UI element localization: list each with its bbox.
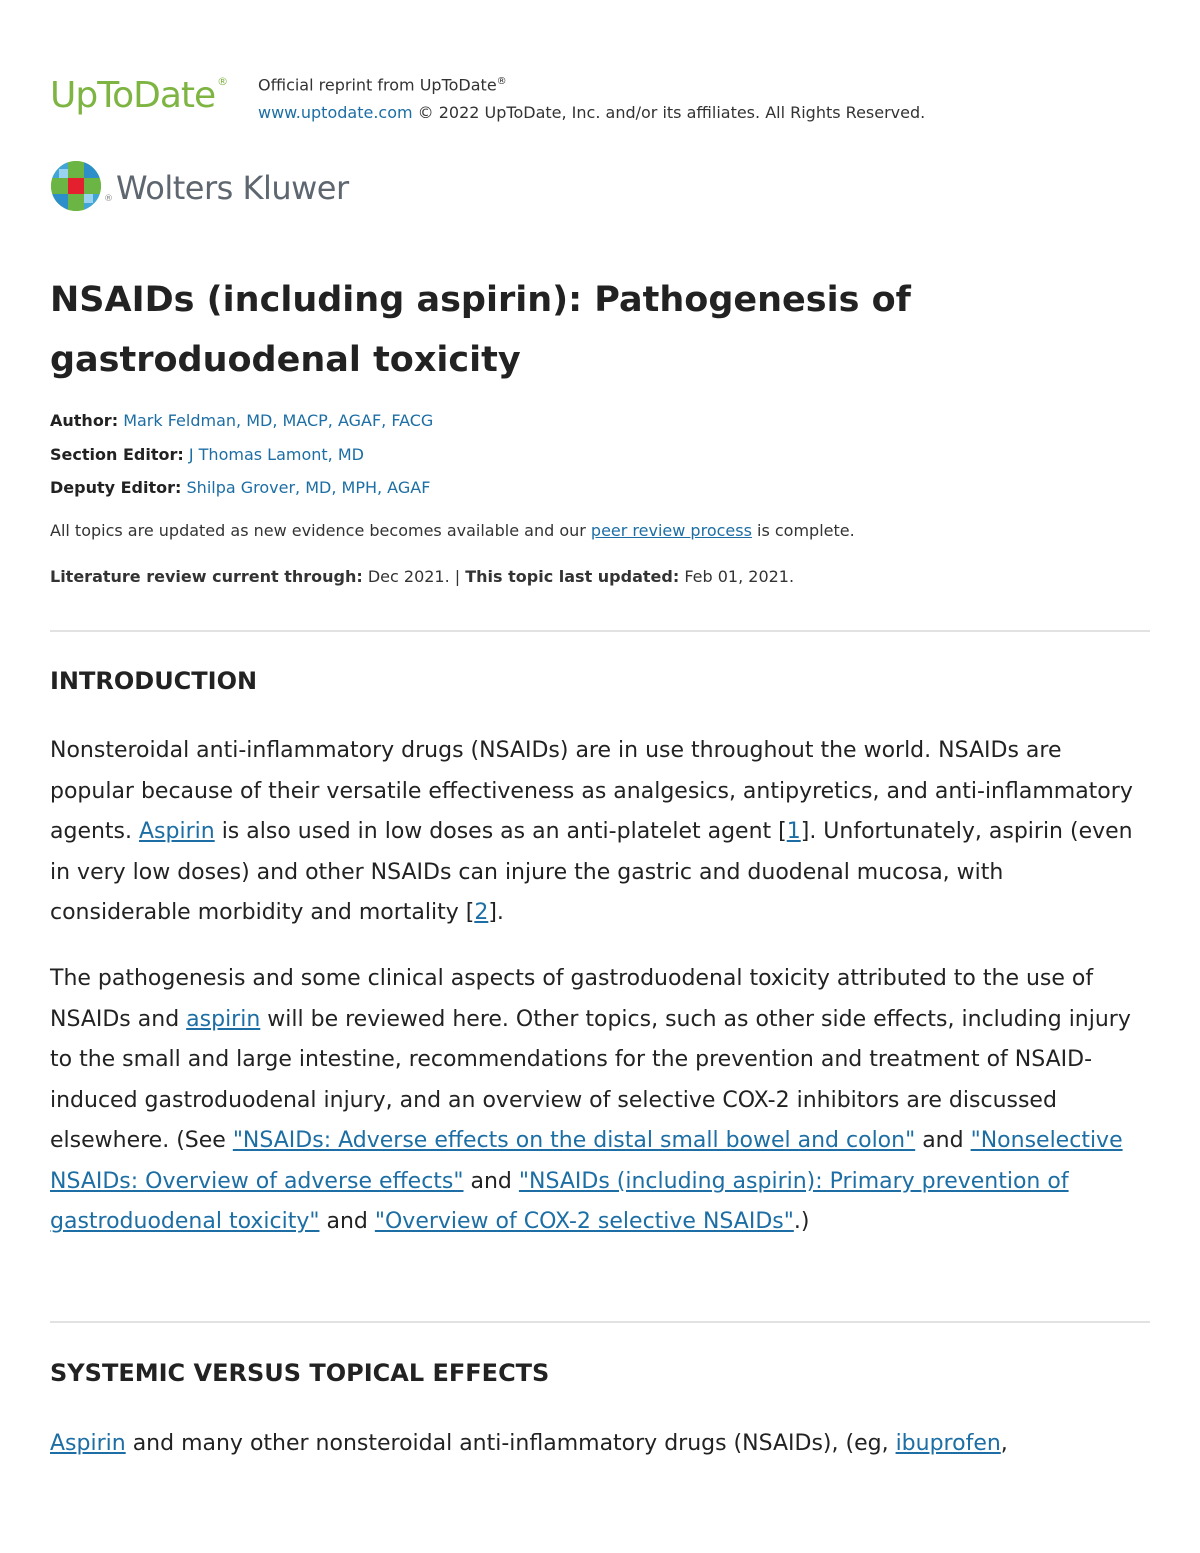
author-block: Author: Mark Feldman, MD, MACP, AGAF, FACG Section Editor: J Thomas Lamont, MD Deputy Editor: Shilpa Grover, MD, MPH, AGAF [50,411,434,497]
uptodate-logo: UpToDate ® [50,75,228,116]
update-note: All topics are updated as new evidence becomes available and our peer review process is complete. [50,521,855,540]
reference-link-2[interactable]: 2 [474,900,489,925]
section-editor-link[interactable]: J Thomas Lamont, MD [188,444,364,464]
topic-link-cox2-overview[interactable]: "Overview of COX-2 selective NSAIDs" [374,1209,794,1234]
section-heading-systemic-vs-topical: SYSTEMIC VERSUS TOPICAL EFFECTS [50,1359,550,1387]
topic-link-nonselective-nsaids[interactable]: "Nonselective NSAIDs: Overview of adverse effects" [50,1128,1123,1194]
literature-review-dates: Literature review current through: Dec 2021. | This topic last updated: Feb 01, 2021. [50,567,795,586]
copyright-text: © 2022 UpToDate, Inc. and/or its affiliates. All Rights Reserved. [412,103,926,123]
uptodate-url-link[interactable]: www.uptodate.com [258,103,413,123]
ibuprofen-link[interactable]: ibuprofen [895,1431,1001,1456]
author-link[interactable]: Mark Feldman, MD, MACP, AGAF, FACG [123,411,434,430]
reference-link-1[interactable]: 1 [786,819,801,844]
topic-link-distal-small-bowel[interactable]: "NSAIDs: Adverse effects on the distal small bowel and colon" [232,1128,916,1153]
wolters-kluwer-wordmark: Wolters Kluwer [116,169,349,207]
topic-link-primary-prevention[interactable]: "NSAIDs (including aspirin): Primary prevention of gastroduodenal toxicity" [50,1168,1069,1234]
divider [50,1321,1150,1323]
systemic-paragraph-1: Aspirin and many other nonsteroidal anti-inflammatory drugs (NSAIDs), (eg, ibuprofen, [50,1431,1008,1456]
deputy-editor-link[interactable]: Shilpa Grover, MD, MPH, AGAF [186,478,431,497]
section-heading-introduction: INTRODUCTION [50,667,258,695]
intro-paragraph-1: Nonsteroidal anti-inflammatory drugs (NSAIDs) are in use throughout the world. NSAIDs are popular because of their versatile effectiveness as analgesics, antipyretics, and anti-inflammatory agents. Aspirin is also used in low doses as an anti-platelet agent [1]. Unfortunately, aspirin (even in very low doses) and other NSAIDs can injure the gastric and duodenal mucosa, with considerable morbidity and mortality [2]. [50,738,1133,925]
wolters-kluwer-globe-icon [50,160,102,212]
page-title: NSAIDs (including aspirin): Pathogenesis of gastroduodenal toxicity [50,280,911,380]
reprint-notice: Official reprint from UpToDate® www.uptodate.com © 2022 UpToDate, Inc. and/or its affiliates. All Rights Reserved. [258,75,926,123]
divider [50,630,1150,632]
reprint-line: Official reprint from UpToDate [258,75,497,95]
intro-paragraph-2: The pathogenesis and some clinical aspects of gastroduodenal toxicity attributed to the use of NSAIDs and aspirin will be reviewed here. Other topics, such as other side effects, including injury to the small and large intestine, recommendations for the prevention and treatment of NSAID-induced gastroduodenal injury, and an overview of selective COX-2 inhibitors are discussed elsewhere. (See "NSAIDs: Adverse effects on the distal small bowel and colon" and "Nonselective NSAIDs: Overview of adverse effects" and "NSAIDs (including aspirin): Primary prevention of gastroduodenal toxicity" and "Overview of COX-2 selective NSAIDs".) [50,966,1131,1234]
peer-review-link[interactable]: peer review process [590,521,752,540]
aspirin-link[interactable]: aspirin [186,1006,261,1032]
wolters-kluwer-logo: ® Wolters Kluwer [50,160,410,214]
aspirin-link[interactable]: Aspirin [50,1431,126,1456]
aspirin-link[interactable]: Aspirin [139,819,215,844]
reprint-header [50,58,1150,123]
